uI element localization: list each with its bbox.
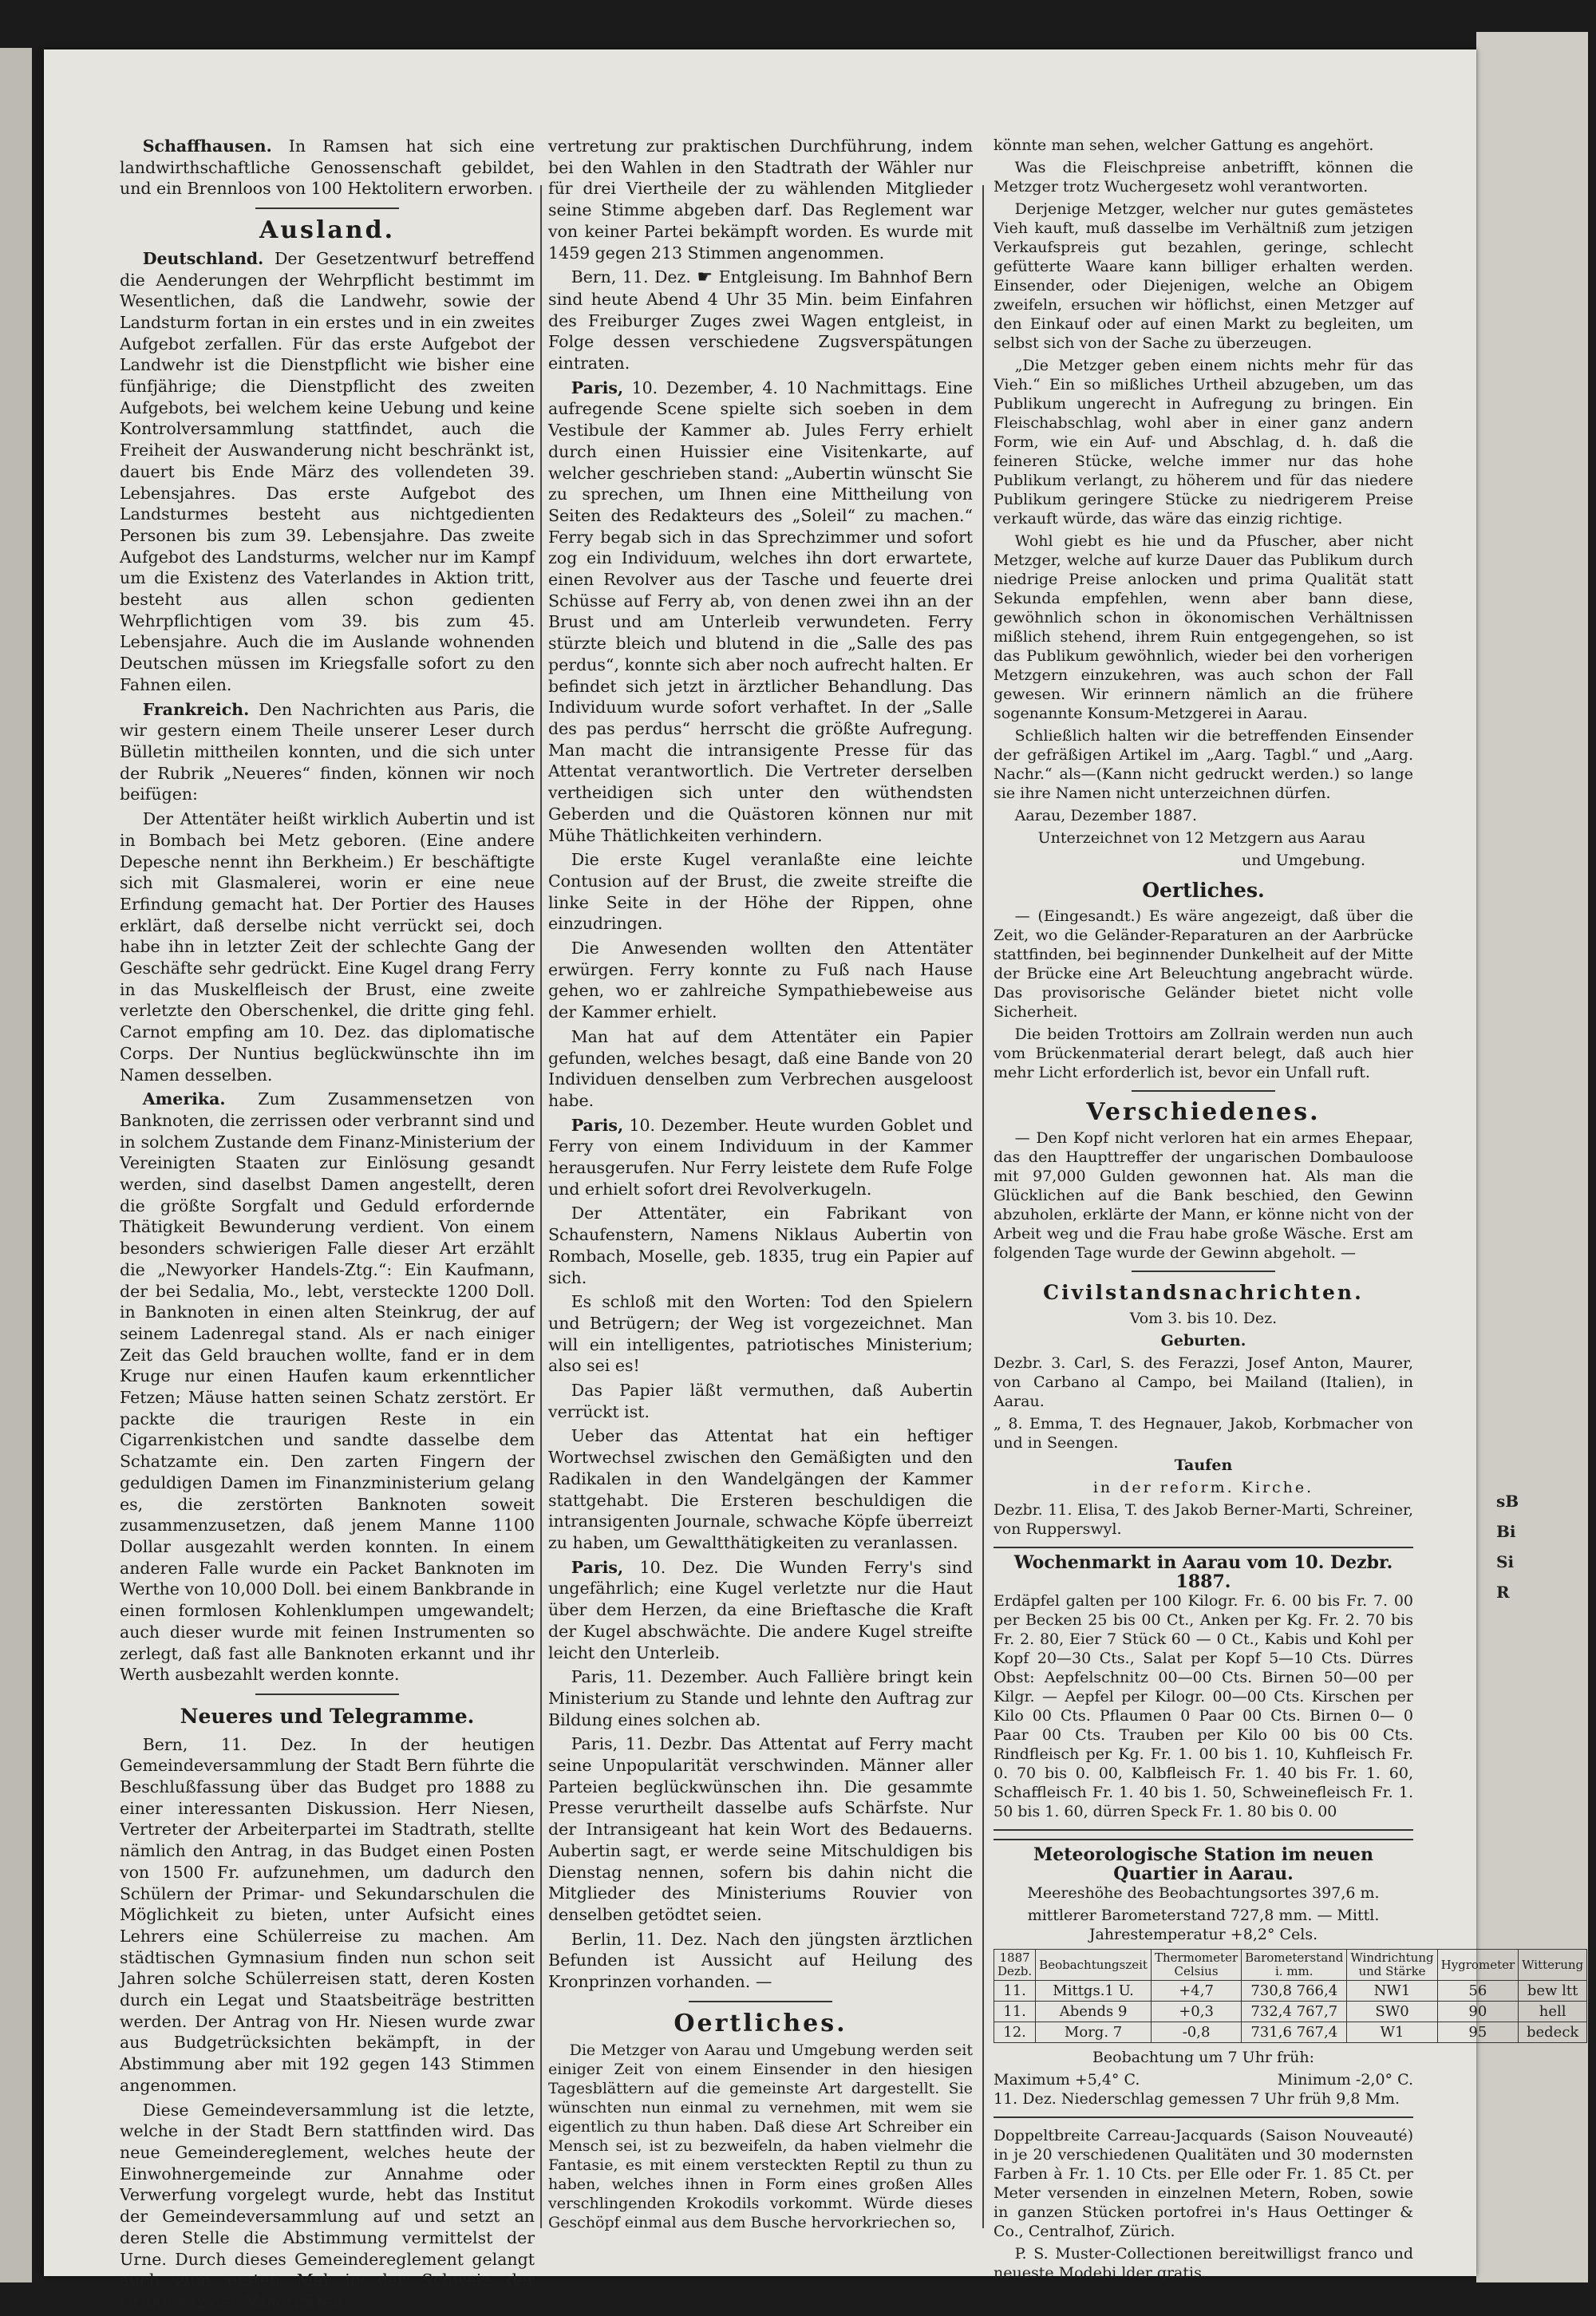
column-2 (548, 136, 973, 2235)
article-metzger-urtheil: „Die Metzger geben einem nichts mehr für das Vieh.“ Ein so mißliches Urtheil abzugeben, um das Publikum ungerecht in Aufregung zu bringen. Ein Fleischabschlag, wohl aber in einer ganz andern Form, wie ein Auf- und Abschlag, d. h. daß die feineren Stücke, welche immer nur das hohe Publikum verlangt, zu höherem und für das niedere Publikum geringere Stücke zu niedrigerem Preise verkauft würde, das wäre das einzig richtige. (994, 357, 1413, 528)
article-deutschland: Deutschland. Der Gesetzentwurf betreffend die Aenderungen der Wehrpflicht bestimmt im Wesentlichen, daß die Landwehr, sowie der Landsturm fortan in ein erstes und in ein zweites Aufgebot zerfallen. Für das erste Aufgebot der Landwehr ist die Dienstpflicht wie bisher eine fünfjährige; die Dienstpflicht des zweiten Aufgebots, bei welchem keine Uebung und keine Kontrolversammlung stattfindet, auch die Freiheit der Auswanderung nicht beschränkt ist, dauert bis Ende März des vollendeten 39. Lebensjahres. Das erste Aufgebot des Landsturmes besteht aus nichtgedienten Personen bis zum 39. Lebensjahre. Das zweite Aufgebot des Landsturms, welcher nur im Kampf um die Existenz des Vaterlandes in Aktion tritt, besteht aus allen schon gedienten Wehrpflichtigen vom 39. bis zum 45. Lebensjahre. Auch die im Auslande wohnenden Deutschen müssen im Kriegsfalle sofort zu den Fahnen eilen. (120, 248, 535, 694)
article-paris-unpopularitaet: Paris, 11. Dezbr. Das Attentat auf Ferry macht seine Unpopularität verschwinden. Männer aller Parteien beglückwünschen ihn. Die gesammte Presse verurtheilt dasselbe aufs Schärfste. Nur der Intransigeant hat kein Wort des Bedauerns. Aubertin sagt, er werde seine Mitschuldigen bis Dienstag nennen, sofern bis dahin nicht die Mitglieder des Ministeriums Rouvier von denselben getödtet seien. (548, 1734, 973, 1924)
meteo-header-cell: 1887 Dezb. (994, 1950, 1036, 1981)
meteo-box (994, 1839, 1584, 2118)
section-heading-verschiedenes: Verschiedenes. (1086, 1098, 1321, 1126)
pointing-hand-icon: ☛ (697, 267, 713, 288)
civil-entry: Dezbr. 3. Carl, S. des Ferazzi, Josef Anton, Maurer, von Carbano al Campo, bei Mailand (Italien), in Aarau. (994, 1354, 1413, 1410)
article-metzger: Die Metzger von Aarau und Umgebung werden seit einiger Zeit von einem Einsender in den hiesigen Tagesblättern auf die gemeinste Art dargestellt. Sie wünschten nun einmal zu vernehmen, mit wem sie eigentlich zu thun haben. Daß diese Art Schreiber ein Mensch sei, ist zu bezweifeln, da haben vielmehr die Fantasie, es mit einem versteckten Reptil zu thun zu haben, welches ihnen in Form eines großen Alles verschlingenden Krokodils vorkommt. Würde dieses Geschöpf einmal aus dem Busche hervorkriechen so, (548, 2041, 973, 2232)
table-cell: +4,7 (1151, 1981, 1241, 2002)
table-cell: 11. (994, 2002, 1036, 2022)
table-cell: Mittgs.1 U. (1036, 1981, 1152, 2002)
article-metzger-date: Aarau, Dezember 1887. (1014, 807, 1198, 824)
separator (689, 2001, 832, 2002)
table-cell: W1 (1347, 2022, 1437, 2043)
table-cell: +0,3 (1151, 2002, 1241, 2022)
article-amerika: Amerika. Zum Zusammensetzen von Banknoten, die zerrissen oder verbrannt sind und in solchem Zustande dem Finanz-Ministerium der Vereinigten Staaten zur Einlösung gesandt werden, sind daselbst Damen angestellt, deren die größte Sorgfalt und Geduld erfordernde Thätigkeit Bewunderung verdient. Von einem besonders schwierigen Falle dieser Art erzählt die „Newyorker Handels-Ztg.“: Ein Kaufmann, der bei Sedalia, Mo., lebt, versteckte 1200 Doll. in Banknoten in einen alten Steinkrug, der auf seinem Ladenregal stand. Als er nach einiger Zeit das Geld brauchen wollte, fand er in dem Kruge nur einen Haufen kaum erkenntlicher Fetzen; Mäuse hatten seinen Schatz zerstört. Er packte die traurigen Reste in ein Cigarrenkistchen und sandte dasselbe dem Schatzamte ein. Den zarten Fingern der geduldigen Damen im Finanzministerium gelang es, die zerstörten Banknoten soweit zusammenzusetzen, daß jenem Manne 1100 Dollar ausgezahlt werden konnten. In einem anderen Falle wurde ein Packet Banknoten im Werthe von 10,000 Doll. bei einem Bankbrande in einen formlosen Kohlenklumpen umgewandelt; auch dieser wurde mit feinen Instrumenten so zerlegt, daß fast alle Banknoten erkannt und ihr Werth ausbezahlt werden konnte. (120, 1089, 535, 1685)
article-eingesandt: — (Eingesandt.) Es wäre angezeigt, daß über die Zeit, wo die Geländer-Reparaturen an der Aarbrücke stattfinden, bei beginnender Dunkelheit auf der Mitte der Brücke eine Art Beleuchtung angebracht würde. Das provisorische Geländer bietet nicht volle Sicherheit. (994, 907, 1413, 1021)
table-cell: 12. (994, 2022, 1036, 2043)
table-cell: 730,8 766,4 (1242, 1981, 1347, 2002)
article-paris-verrueckt: Das Papier läßt vermuthen, daß Aubertin verrückt ist. (548, 1381, 973, 1421)
meteo-max: Maximum +5,4° C. (994, 2071, 1140, 2089)
meteo-line: mittlerer Barometerstand 727,8 mm. — Mittl. Jahrestemperatur +8,2° Cels. (1027, 1907, 1380, 1943)
table-cell: Abends 9 (1036, 2002, 1152, 2022)
column-1 (120, 136, 535, 2316)
civil-entry: Dezbr. 11. Elisa, T. des Jakob Berner-Marti, Schreiner, von Rupperswyl. (994, 1501, 1413, 1538)
meteo-line: Beobachtung um 7 Uhr früh: (1092, 2049, 1315, 2066)
meteo-title: Meteorologische Station im neuen Quartier in Aarau. (1033, 1844, 1374, 1884)
section-heading-civilstand: Civilstandsnachrichten. (1043, 1281, 1364, 1304)
separator (1132, 1271, 1275, 1272)
table-cell: NW1 (1347, 1981, 1437, 2002)
article-metzger-schluss: Schließlich halten wir die betreffenden Einsender der gefräßigen Artikel im „Aarg. Tagbl.“ und „Aarg. Nachr.“ als—(Kann nicht gedruckt werden.) so lange sie ihre Namen nicht unterzeichnen dürfen. (994, 727, 1413, 802)
wochenmarkt-text: Erdäpfel galten per 100 Kilogr. Fr. 6. 00 bis Fr. 7. 00 per Becken 25 bis 00 Ct., Anken per Kg. Fr. 2. 70 bis Fr. 2. 80, Eier 7 Stück 60 — 0 Ct., Kabis und Kohl per Kopf 20—30 Cts., Salat per Kopf 5—10 Cts. Dürres Obst: Aepfelschnitz 00—00 Cts. Birnen 50—00 per Kilgr. — Aepfel per Kilogr. 00—00 Cts. Kirschen per Kilo 00 Cts. Pflaumen 0 Paar 00 Cts. Birnen 0— 0 Paar 00 Cts. Trauben per Kilo 00 bis 00 Cts. Rindfleisch per Kg. Fr. 1. 00 bis 1. 10, Kuhfleisch Fr. 0. 70 bis 0. 00, Kalbfleisch Fr. 1. 40 bis Fr. 1. 60, Schaffleisch Fr. 1. 40 bis 1. 50, Schweinefleisch Fr. 1. 50 bis 1. 60, dürren Speck Fr. 1. 80 bis 0. 00 (994, 1592, 1413, 1820)
separator (1132, 1090, 1275, 1092)
table-cell: 732,4 767,7 (1242, 2002, 1347, 2022)
column-rule (540, 185, 542, 2228)
article-metzger-fleischpreise: Was die Fleischpreise anbetrifft, können die Metzger trotz Wuchergesetz wohl verantworten. (994, 159, 1413, 196)
article-paris-papier: Man hat auf dem Attentäter ein Papier gefunden, welches besagt, daß eine Bande von 20 Individuen denselben zum Verbrechen ausgeloost habe. (548, 1026, 973, 1110)
table-row (994, 1981, 1587, 2002)
meteo-header-cell: Witterung (1519, 1950, 1587, 1981)
article-paris-2: Paris, 10. Dezember. Heute wurden Goblet und Ferry von einem Individuum in der Kammer herausgerufen. Nur Ferry leistete dem Rufe Folge und erhielt sofort drei Revolverkugeln. (548, 1115, 973, 1199)
meteo-min: Minimum -2,0° C. (1277, 2071, 1413, 2089)
article-frankreich-cont: Der Attentäter heißt wirklich Aubertin und ist in Bombach bei Metz geboren. (Eine andere Depesche nennt ihn Berkheim.) Er beschäftigte sich mit Glasmalerei, worin er eine neue Erfindung gemacht hat. Der Portier des Hauses erklärt, daß derselbe nicht verrückt sei, doch habe ihn in letzter Zeit der schlechte Gang der Geschäfte sehr gedrückt. Eine Kugel drang Ferry in das Muskelfleisch der Brust, eine zweite verletzte den Oberschenkel, die dritte ging fehl. Carnot empfing am 10. Dez. das diplomatische Corps. Der Nuntius beglückwünschte ihn im Namen desselben. (120, 809, 535, 1085)
table-row (994, 2002, 1587, 2022)
table-cell: Morg. 7 (1036, 2022, 1152, 2043)
table-row (994, 2022, 1587, 2043)
meteo-header-cell: Beobachtungszeit (1036, 1950, 1152, 1981)
section-heading-oertliches: Oertliches. (674, 2009, 847, 2037)
civil-geburten: Geburten. (1160, 1332, 1246, 1350)
meteo-line: 11. Dez. Niederschlag gemessen 7 Uhr früh 9,8 Mm. (994, 2090, 1400, 2108)
meteo-minmax (994, 2070, 1413, 2089)
table-cell: 90 (1437, 2002, 1519, 2022)
separator (255, 1694, 399, 1695)
meteo-line: Meereshöhe des Beobachtungsortes 397,6 m. (1027, 1884, 1380, 1902)
civil-taufen-sub: in der reform. Kirche. (1092, 1479, 1314, 1496)
wochenmarkt-box (994, 1547, 1413, 1831)
advertisement: Doppeltbreite Carreau-Jacquards (Saison Nouveauté) in je 20 verschiedenen Qualitäten und 30 modernsten Farben à Fr. 1. 10 Cts. per Elle oder Fr. 1. 85 Ct. per Meter versenden in einzelnen Metern, Roben, sowie in ganzen Stücken portofrei in's Haus Oettinger & Co., Centralhof, Zürich. (994, 2127, 1413, 2240)
table-cell: SW0 (1347, 2002, 1437, 2022)
advertisement-ps: P. S. Muster-Collectionen bereitwilligst franco und neueste Modebi lder gratis. (994, 2245, 1413, 2282)
article-paris-worte: Es schloß mit den Worten: Tod den Spielern und Betrügern; der Weg ist vorgezeichnet. Man will ein intelligentes, patriotisches Ministerium; also sei es! (548, 1292, 973, 1376)
table-cell: bedeck (1519, 2022, 1587, 2043)
article-paris-3: Paris, 10. Dez. Die Wunden Ferry's sind ungefährlich; eine Kugel verletzte nur die Haut über dem Herzen, da eine Brieftasche die Kraft der Kugel abschwächte. Die andere Kugel streifte leicht den Unterleib. (548, 1557, 973, 1662)
table-cell: -0,8 (1151, 2022, 1241, 2043)
article-metzger-pfuscher: Wohl giebt es hie und da Pfuscher, aber nicht Metzger, welche auf kurze Dauer das Publikum durch niedrige Preise anlocken und prima Qualität statt Sekunda empfehlen, wenn aber bann diese, gewöhnlich schon in ökonomischen Verhältnissen mißlich stehend, ihrem Ruin entgegengehen, so ist das Publikum gewöhnlich, wieder bei den vorherigen Metzgern einzukehren, was auch schon der Fall gewesen. Wir erinnern nämlich an die frühere sogenannte Konsum-Metzgerei in Aarau. (994, 532, 1413, 722)
table-cell: hell (1519, 2002, 1587, 2022)
civil-entry: „ 8. Emma, T. des Hegnauer, Jakob, Korbmacher von und in Seengen. (994, 1415, 1413, 1452)
article-bern-cont2: vertretung zur praktischen Durchführung, indem bei den Wahlen in den Stadtrath der Wähler nur für drei Viertheile der zu wählenden Mitglieder seine Stimme abgeben darf. Das Reglement war von keiner Partei bekämpft worden. Es wurde mit 1459 gegen 213 Stimmen angenommen. (548, 136, 973, 263)
table-cell: 56 (1437, 1981, 1519, 2002)
table-cell: 95 (1437, 2022, 1519, 2043)
wochenmarkt-title: Wochenmarkt in Aarau vom 10. Dezbr. 1887. (1013, 1552, 1393, 1592)
meteo-header-cell: Thermometer Celsius (1151, 1950, 1241, 1981)
table-cell: 11. (994, 1981, 1036, 2002)
signature-line: Unterzeichnet von 12 Metzgern aus Aarau (1037, 829, 1365, 847)
section-heading-neueres: Neueres und Telegramme. (180, 1704, 475, 1728)
section-heading-ausland: Ausland. (259, 216, 396, 245)
article-metzger-vieh: Derjenige Metzger, welcher nur gutes gemästetes Vieh kauft, muß dasselbe im Verhältniß zum jetzigen Verkaufspreis gut bezahlen, geringe, schlecht gefütterte Waare kann billiger erhalten werden. Einsender, oder Diejenigen, welche an Obigem zweifeln, ersuchen wir höflichst, einen Metzger auf den Einkauf oder auf einen Markt zu begleiten, um selbst sich von der Sache zu überzeugen. (994, 200, 1413, 352)
article-metzger-cont: könnte man sehen, welcher Gattung es angehört. (994, 136, 1374, 154)
meteo-header-cell: Barometerstand i. mm. (1242, 1950, 1347, 1981)
article-bern-entgleisung: Bern, 11. Dez. ☛ Entgleisung. Im Bahnhof Bern sind heute Abend 4 Uhr 35 Min. beim Einfahren des Freiburger Zuges zwei Wagen entgleist, in Folge dessen verschiedene Zugsverspätungen eintraten. (548, 267, 973, 373)
table-cell: bew ltt (1519, 1981, 1587, 2002)
meteo-header-cell: Windrichtung und Stärke (1347, 1950, 1437, 1981)
article-paris-kugel: Die erste Kugel veranlaßte eine leichte Contusion auf der Brust, die zweite streifte die linke Seite in der Höhe der Rippen, ohne einzudringen. (548, 850, 973, 934)
article-paris-attentaeter: Der Attentäter, ein Fabrikant von Schaufenstern, Namens Niklaus Aubertin von Rombach, Moselle, geb. 1835, trug ein Papier auf sich. (548, 1203, 973, 1287)
separator (255, 207, 399, 209)
meteo-header-cell: Hygrometer (1437, 1950, 1519, 1981)
article-frankreich: Frankreich. Den Nachrichten aus Paris, die wir gestern einem Theile unserer Leser durch Bülletin mittheilen konnten, und die sich unter der Rubrik „Neueres“ finden, können wir noch beifügen: (120, 699, 535, 804)
article-kopf: — Den Kopf nicht verloren hat ein armes Ehepaar, das den Haupttreffer der ungarischen Dombauloose mit 97,000 Gulden gewonnen hat. Als man die Glücklichen auf die Bank beschied, den Gewinn abzuholen, erklärte der Mann, er könne nicht von der Arbeit weg und die Frau habe große Wäsche. Erst am folgenden Tage wurde der Gewinn abgeholt. — (994, 1129, 1413, 1262)
left-page-edge (0, 48, 32, 2282)
civil-period: Vom 3. bis 10. Dez. (1129, 1310, 1278, 1327)
table-cell: 731,6 767,4 (1242, 2022, 1347, 2043)
section-heading-oertliches-2: Oertliches. (1142, 879, 1265, 902)
article-bern-cont: Diese Gemeindeversammlung ist die letzte, welche in der Stadt Bern stattfinden wird. Das neue Gemeindereglement, welches heute der Einwohnergemeinde zur Annahme oder Verwerfung vorgelegt wurde, hebt das Institut der Gemeindeversammlung auf und setzt an deren Stelle die Abstimmung vermittelst der Urne. Durch dieses Gemeindereglement gelangt auch zum ersten Mal in der Schweiz der Grundsatz der Minoritäten- (120, 2100, 535, 2311)
column-rule (982, 185, 984, 2228)
fold-marks: sB Bi Si R (1496, 1492, 1519, 1602)
article-schaffhausen: Schaffhausen. In Ramsen hat sich eine landwirthschaftliche Genossenschaft gebildet, und ein Brennloos von 100 Hektolitern erworben. (120, 136, 535, 199)
article-berlin: Berlin, 11. Dez. Nach den jüngsten ärztlichen Befunden ist Aussicht auf Heilung des Kronprinzen vorhanden. — (548, 1929, 973, 1992)
article-paris-anwesende: Die Anwesenden wollten den Attentäter erwürgen. Ferry konnte zu Fuß nach Hause gehen, wo er zahlreiche Sympathiebeweise aus der Kammer erhielt. (548, 939, 973, 1022)
article-paris-falliere: Paris, 11. Dezember. Auch Fallière bringt kein Ministerium zu Stande und lehnte den Auftrag zur Bildung eines solchen ab. (548, 1667, 973, 1729)
article-paris-1: Paris, 10. Dezember, 4. 10 Nachmittags. Eine aufregende Scene spielte sich soeben in dem Vestibule der Kammer ab. Jules Ferry erhielt durch einen Huissier eine Visitenkarte, auf welcher geschrieben stand: „Aubertin wünscht Sie zu sprechen, um Ihnen eine Mittheilung von Seiten des Redakteurs des „Soleil“ zu machen.“ Ferry begab sich in das Sprechzimmer und sofort zog ein Individuum, welches ihn dort erwartete, einen Revolver aus der Tasche und feuerte drei Schüsse auf Ferry ab, von denen zwei ihn an der Brust und am Unterleib verwundeten. Ferry stürzte bleich und blutend in die „Salle des pas perdus“, konnte sich aber noch aufrecht halten. Er befindet sich jetzt in ärztlicher Behandlung. Das Individuum wurde sofort verhaftet. In der „Salle des pas perdus“ herrscht die größte Aufregung. Man macht die intransigente Presse für das Attentat verantwortlich. Die Vertreter derselben vertheidigen sich unter den wüthendsten Geberden und die Quästoren können nur mit Mühe Thätlichkeiten verhindern. (548, 377, 973, 845)
article-paris-wortwechsel: Ueber das Attentat hat ein heftiger Wortwechsel zwischen den Gemäßigten und den Radikalen in den Wandelgängen der Kammer stattgehabt. Die Ersteren beschuldigen die intransigenten Journale, schwache Köpfe überreizt zu haben, um Gewaltthätigkeiten zu veranlassen. (548, 1426, 973, 1552)
right-page-edge (1476, 32, 1588, 2282)
newspaper-page (44, 49, 1584, 2311)
article-trottoirs: Die beiden Trottoirs am Zollrain werden nun auch vom Brückenmaterial derart belegt, daß auch hier mehr Licht erforderlich ist, bevor ein Unfall ruft. (994, 1026, 1413, 1081)
article-bern: Bern, 11. Dez. In der heutigen Gemeindeversammlung der Stadt Bern führte die Beschlußfassung über das Budget pro 1888 zu einer interessanten Diskussion. Herr Niesen, Vertreter der Arbeiterpartei im Stadtrath, stellte nämlich den Antrag, in das Budget einen Posten von 1500 Fr. aufzunehmen, um dadurch den Schülern der Primar- und Sekundarschulen die Möglichkeit zu bieten, unter Aufsicht eines Lehrers eine Schülerreise zu machen. Am städtischen Gymnasium finden nun schon seit Jahren solche Schülerreisen statt, deren Kosten durch ein Legat und Staatsbeiträge bestritten werden. Der Antrag von Hr. Niesen wurde zwar aus Budgetrücksichten bekämpft, in der Abstimmung aber mit 192 gegen 143 Stimmen angenommen. (120, 1734, 535, 2095)
signature-line: und Umgebung. (1242, 852, 1365, 869)
civil-taufen: Taufen (1174, 1456, 1233, 1474)
